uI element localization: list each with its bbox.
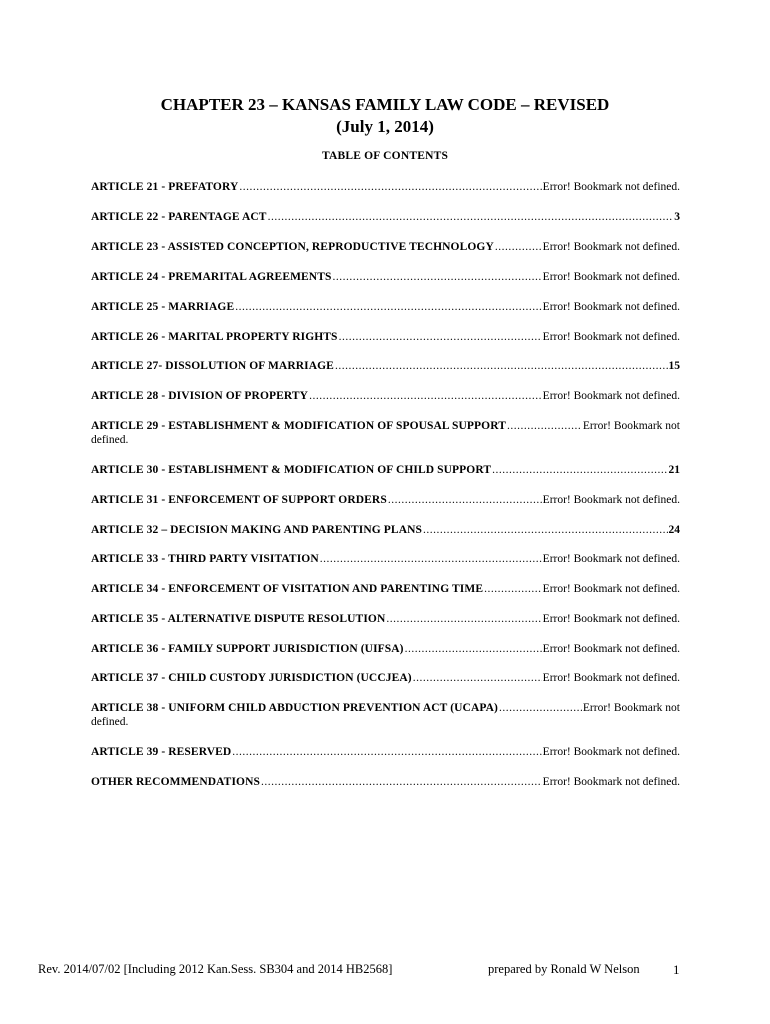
toc-leader-dots <box>309 389 542 403</box>
toc-leader-dots <box>332 270 541 284</box>
toc-entry-page: Error! Bookmark not defined. <box>542 776 680 788</box>
toc-entry-page: Error! Bookmark not <box>582 702 680 714</box>
toc-entry-page: 24 <box>668 524 680 536</box>
toc-entry-label: ARTICLE 26 - MARITAL PROPERTY RIGHTS <box>91 331 338 343</box>
toc-leader-dots <box>232 745 541 759</box>
toc-entry-page: Error! Bookmark not defined. <box>542 553 680 565</box>
toc-entry-page: Error! Bookmark not defined. <box>542 301 680 313</box>
toc-leader-dots <box>235 300 541 314</box>
toc-entry-page: Error! Bookmark not defined. <box>542 181 680 193</box>
toc-entry[interactable] <box>91 523 680 537</box>
toc-entry-page: Error! Bookmark not defined. <box>542 672 680 684</box>
toc-leader-dots <box>423 523 667 537</box>
toc-entry[interactable] <box>91 240 680 254</box>
toc-entry-label: ARTICLE 27- DISSOLUTION OF MARRIAGE <box>91 360 334 372</box>
toc-entry-page: 21 <box>668 464 680 476</box>
toc-entry-label: ARTICLE 34 - ENFORCEMENT OF VISITATION AND PARENTING TIME <box>91 583 484 595</box>
toc-entry[interactable] <box>91 701 680 729</box>
toc-leader-dots <box>499 701 582 715</box>
toc-leader-dots <box>484 582 542 596</box>
toc-entry-page: Error! Bookmark not defined. <box>542 643 680 655</box>
toc-entry-label: ARTICLE 21 - PREFATORY <box>91 181 239 193</box>
toc-entry-label: ARTICLE 28 - DIVISION OF PROPERTY <box>91 390 309 402</box>
toc-entry-page: 15 <box>668 360 680 372</box>
toc-entry-page: 3 <box>674 211 680 223</box>
toc-entry-label: ARTICLE 25 - MARRIAGE <box>91 301 235 313</box>
toc-leader-dots <box>492 463 667 477</box>
toc-entry-label: ARTICLE 32 – DECISION MAKING AND PARENTING PLANS <box>91 524 423 536</box>
toc-leader-dots <box>388 493 542 507</box>
toc-entry[interactable] <box>91 671 680 685</box>
toc-heading: TABLE OF CONTENTS <box>321 150 449 162</box>
toc-entry[interactable] <box>91 270 680 284</box>
footer-revision: Rev. 2014/07/02 [Including 2012 Kan.Sess. SB304 and 2014 HB2568] <box>38 962 393 976</box>
toc-entry[interactable] <box>91 300 680 314</box>
toc-entry[interactable] <box>91 210 680 224</box>
toc-leader-dots <box>268 210 674 224</box>
toc-entry[interactable] <box>91 389 680 403</box>
toc-entry-label: ARTICLE 39 - RESERVED <box>91 746 232 758</box>
toc-entry-page-continued: defined. <box>91 434 129 446</box>
toc-leader-dots <box>239 180 541 194</box>
toc-entry-page: Error! Bookmark not defined. <box>542 494 680 506</box>
toc-entry-page: Error! Bookmark not defined. <box>542 331 680 343</box>
toc-entry-label: ARTICLE 37 - CHILD CUSTODY JURISDICTION (UCCJEA) <box>91 672 412 684</box>
document-subtitle: (July 1, 2014) <box>336 117 434 136</box>
toc-leader-dots <box>507 419 582 433</box>
toc-leader-dots <box>386 612 541 626</box>
footer-page-number: 1 <box>673 962 680 977</box>
toc-entry-label: ARTICLE 29 - ESTABLISHMENT & MODIFICATION OF SPOUSAL SUPPORT <box>91 420 506 432</box>
toc-entry-page: Error! Bookmark not defined. <box>542 746 680 758</box>
toc-entry-page: Error! Bookmark not defined. <box>542 613 680 625</box>
toc-entry-label: ARTICLE 35 - ALTERNATIVE DISPUTE RESOLUTION <box>91 613 386 625</box>
toc-entry[interactable] <box>91 582 680 596</box>
toc-entry-label: ARTICLE 33 - THIRD PARTY VISITATION <box>91 553 319 565</box>
toc-entry-page: Error! Bookmark not defined. <box>542 271 680 283</box>
toc-entry-label: ARTICLE 30 - ESTABLISHMENT & MODIFICATION OF CHILD SUPPORT <box>91 464 492 476</box>
toc-entry-label: ARTICLE 24 - PREMARITAL AGREEMENTS <box>91 271 332 283</box>
toc-entry[interactable] <box>91 463 680 477</box>
toc-entry[interactable] <box>91 493 680 507</box>
toc-leader-dots <box>413 671 542 685</box>
toc-entry-page-continued: defined. <box>91 716 129 728</box>
toc-leader-dots <box>339 330 542 344</box>
toc-entry[interactable] <box>91 330 680 344</box>
toc-entry-label: ARTICLE 31 - ENFORCEMENT OF SUPPORT ORDERS <box>91 494 387 506</box>
toc-leader-dots <box>335 359 668 373</box>
toc-leader-dots <box>320 552 542 566</box>
toc-entry[interactable] <box>91 419 680 447</box>
toc-entry-label: ARTICLE 23 - ASSISTED CONCEPTION, REPRODUCTIVE TECHNOLOGY <box>91 241 494 253</box>
toc-entry[interactable] <box>91 745 680 759</box>
footer-prepared-by: prepared by Ronald W Nelson <box>488 962 640 976</box>
toc-entry-page: Error! Bookmark not <box>582 420 680 432</box>
toc-entry-page: Error! Bookmark not defined. <box>542 241 680 253</box>
toc-leader-dots <box>495 240 542 254</box>
toc-entry-page: Error! Bookmark not defined. <box>542 390 680 402</box>
toc-entry-label: ARTICLE 22 - PARENTAGE ACT <box>91 211 267 223</box>
toc-entry[interactable] <box>91 775 680 789</box>
toc-entry[interactable] <box>91 180 680 194</box>
toc-entry[interactable] <box>91 612 680 626</box>
toc-leader-dots <box>405 642 542 656</box>
toc-leader-dots <box>261 775 542 789</box>
toc-entry-label: ARTICLE 36 - FAMILY SUPPORT JURISDICTION (UIFSA) <box>91 643 404 655</box>
toc-entry[interactable] <box>91 642 680 656</box>
document-title: CHAPTER 23 – KANSAS FAMILY LAW CODE – REVISED <box>160 95 610 114</box>
toc-entry-page: Error! Bookmark not defined. <box>542 583 680 595</box>
toc-entry-label: OTHER RECOMMENDATIONS <box>91 776 260 788</box>
toc-entry[interactable] <box>91 552 680 566</box>
toc-entry[interactable] <box>91 359 680 373</box>
toc-entry-label: ARTICLE 38 - UNIFORM CHILD ABDUCTION PREVENTION ACT (UCAPA) <box>91 702 498 714</box>
